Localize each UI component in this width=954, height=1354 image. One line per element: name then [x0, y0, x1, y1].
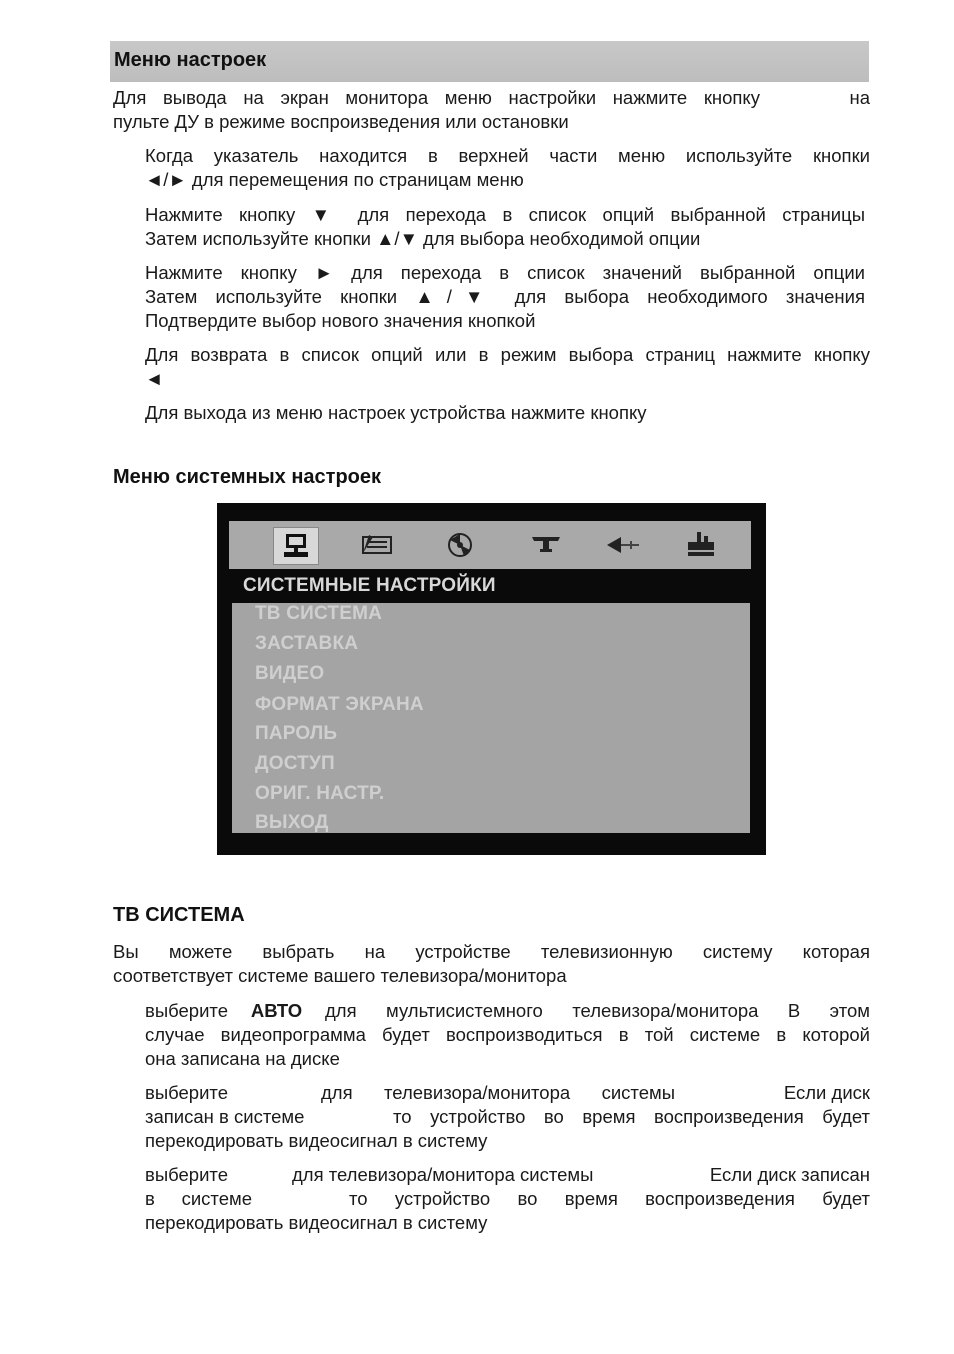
- section-title-tv-system: ТВ СИСТЕМА: [113, 904, 245, 926]
- tv-option-auto: [145, 999, 870, 1071]
- opt3-in-system: в системе: [145, 1188, 252, 1209]
- instruction-item-exit: [145, 401, 870, 425]
- item3-line3: Подтвердите выбор нового значения кнопкой: [145, 310, 536, 331]
- menu-item-access[interactable]: ДОСТУП: [255, 753, 335, 774]
- tv-intro-line2: соответствует системе вашего телевизора/монитора: [113, 965, 567, 986]
- auto-keyword: АВТО: [250, 1000, 303, 1021]
- audio-icon[interactable]: [438, 527, 482, 563]
- opt2-desc: для телевизора/монитора системы: [321, 1082, 675, 1103]
- remote-icon[interactable]: [601, 527, 645, 563]
- item4-line1: Для возврата в список опций или в режим выбора страниц нажмите кнопку: [145, 344, 870, 365]
- intro-line1-end: на: [849, 87, 870, 108]
- auto-desc: для мультисистемного телевизора/монитора В этом: [324, 1000, 870, 1021]
- tv-system-intro: [113, 940, 870, 988]
- opt2-select-word: выберите: [145, 1082, 228, 1103]
- menu-item-default-settings[interactable]: ОРИГ. НАСТР.: [255, 783, 385, 804]
- item3-line2: Затем используйте кнопки ▲/▼ для выбора необходимого значения: [145, 286, 865, 307]
- opt3-line3: перекодировать видеосигнал в систему: [145, 1212, 488, 1233]
- menu-item-tv-system[interactable]: ТВ СИСТЕМА: [255, 603, 383, 624]
- opt2-if-disc: Если диск: [783, 1082, 870, 1103]
- instruction-item-navigate-pages: [145, 144, 870, 192]
- screen-menu-panel: [232, 603, 750, 833]
- item1-line1: Когда указатель находится в верхней части меню используйте кнопки: [145, 145, 870, 166]
- item2-line1: Нажмите кнопку ▼ для перехода в список опций выбранной страницы: [145, 204, 865, 225]
- item1-line2: ◄/► для перемещения по страницам меню: [145, 169, 524, 190]
- section-title-settings-menu: Меню настроек: [114, 49, 267, 71]
- speaker-icon[interactable]: [524, 527, 568, 563]
- opt2-line3: перекодировать видеосигнал в систему: [145, 1130, 488, 1151]
- item2-line2: Затем используйте кнопки ▲/▼ для выбора необходимой опции: [145, 228, 701, 249]
- opt2-device: то устройство во время воспроизведения будет: [393, 1106, 870, 1127]
- item5-line1: Для выхода из меню настроек устройства нажмите кнопку: [145, 402, 647, 423]
- section-title-system-settings: Меню системных настроек: [113, 466, 382, 488]
- section-header-bar: [110, 41, 869, 82]
- intro-line1-text: Для вывода на экран монитора меню настройки нажмите кнопку: [113, 87, 760, 108]
- opt3-select-word: выберите: [145, 1164, 228, 1185]
- auto-select-word: выберите: [145, 1000, 228, 1021]
- menu-item-password[interactable]: ПАРОЛЬ: [255, 723, 338, 744]
- menu-item-screen-format[interactable]: ФОРМАТ ЭКРАНА: [255, 694, 424, 715]
- monitor-icon[interactable]: [273, 527, 319, 565]
- menu-item-exit[interactable]: ВЫХОД: [255, 812, 329, 833]
- menu-toolbar: [229, 521, 751, 569]
- tv-option-3: [145, 1163, 870, 1235]
- opt2-recorded: записан в системе: [145, 1106, 305, 1127]
- instruction-item-return: [145, 343, 870, 391]
- tv-intro-line1: Вы можете выбрать на устройстве телевизионную систему которая: [113, 941, 870, 962]
- menu-item-screensaver[interactable]: ЗАСТАВКА: [255, 633, 359, 654]
- language-icon[interactable]: [679, 527, 723, 563]
- tv-option-2: [145, 1081, 870, 1153]
- intro-paragraph: [113, 86, 870, 134]
- item3-line1: Нажмите кнопку ► для перехода в список значений выбранной опции: [145, 262, 865, 283]
- opt3-if-disc: Если диск записан: [709, 1164, 870, 1185]
- system-settings-screen: [217, 503, 766, 855]
- instruction-item-value-list: [145, 261, 865, 333]
- intro-line2: пульте ДУ в режиме воспроизведения или остановки: [113, 111, 569, 132]
- auto-line2: случае видеопрограмма будет воспроизводиться в той системе в которой: [145, 1024, 870, 1045]
- tools-icon[interactable]: [355, 527, 399, 563]
- menu-item-video[interactable]: ВИДЕО: [255, 663, 325, 684]
- auto-line3: она записана на диске: [145, 1048, 340, 1069]
- item4-line2: ◄: [145, 368, 164, 389]
- opt3-desc: для телевизора/монитора системы: [292, 1164, 594, 1185]
- instruction-item-option-list: [145, 203, 865, 251]
- opt3-device: то устройство во время воспроизведения будет: [349, 1188, 870, 1209]
- screen-menu-title: СИСТЕМНЫЕ НАСТРОЙКИ: [243, 575, 496, 596]
